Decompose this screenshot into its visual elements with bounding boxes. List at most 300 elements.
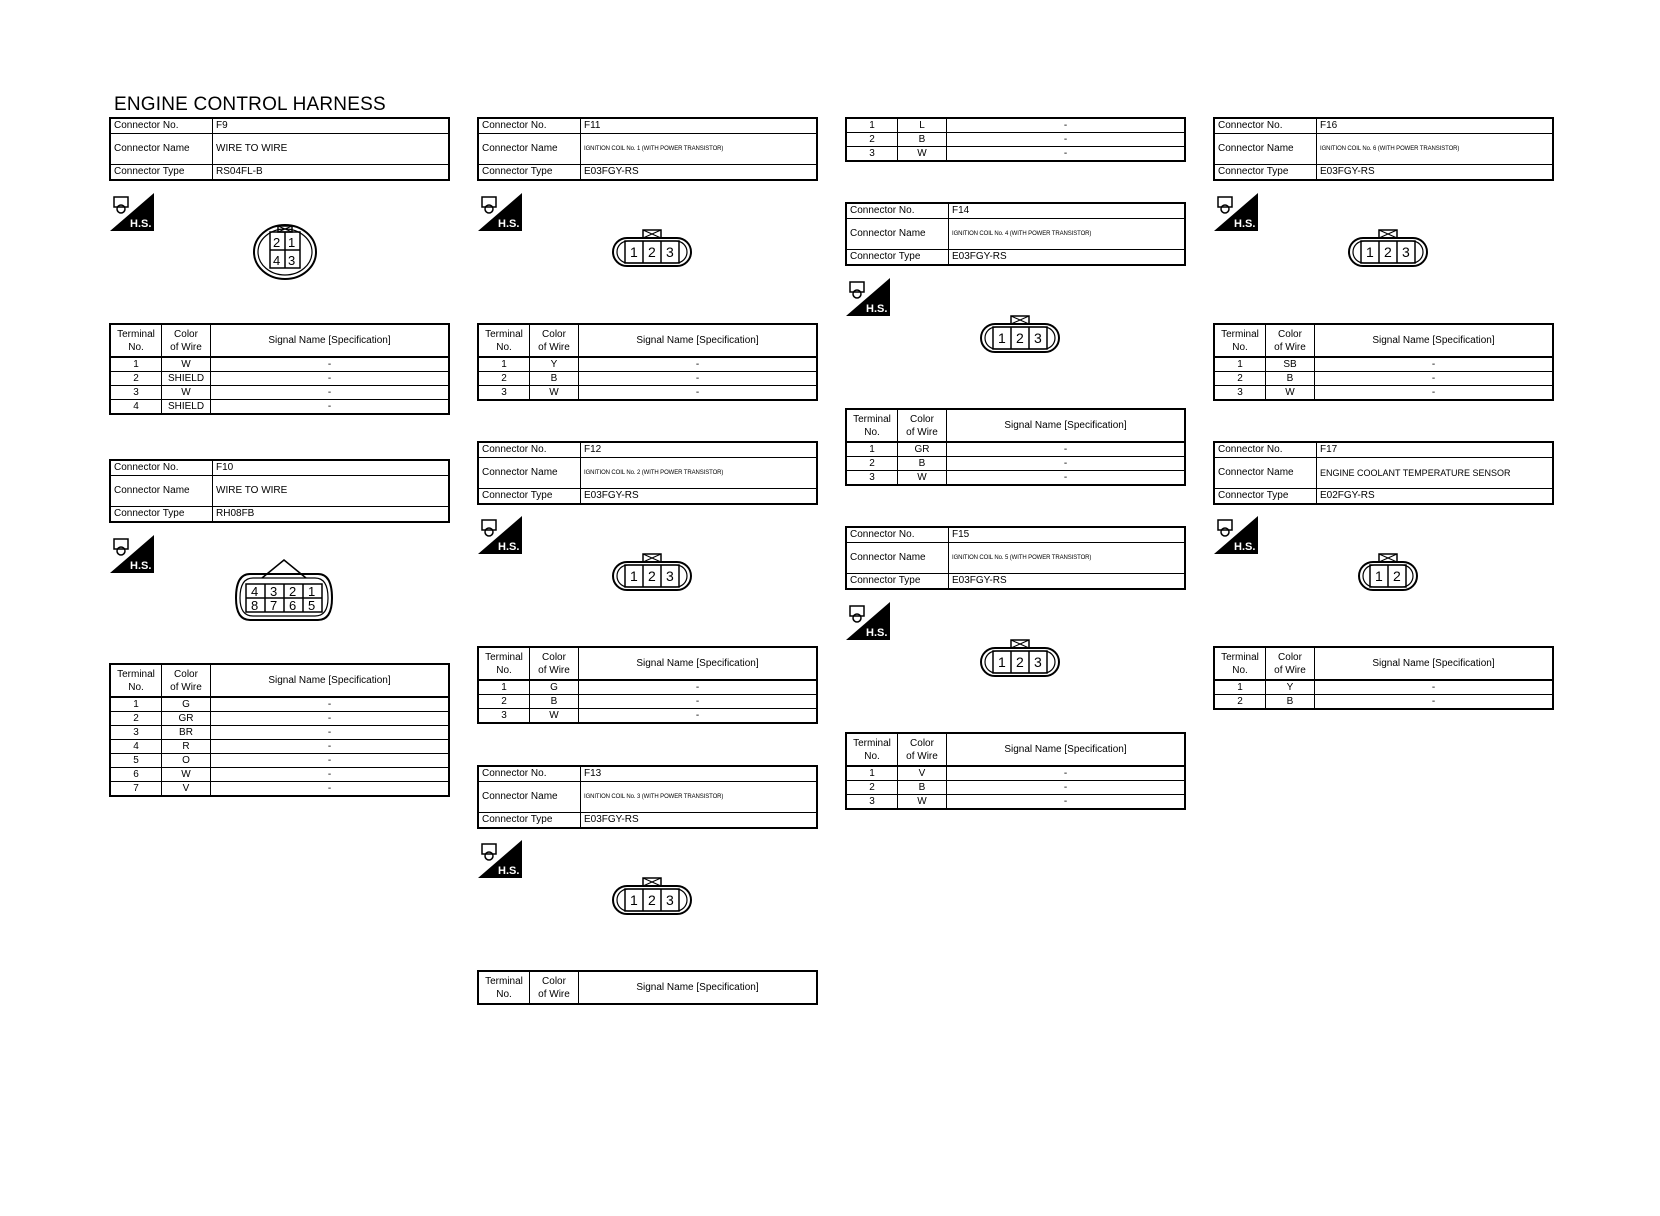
- table-cell: Terminal No.: [1214, 647, 1266, 680]
- svg-text:2: 2: [1016, 330, 1024, 346]
- svg-text:8: 8: [251, 598, 259, 613]
- table-cell: Terminal No.: [478, 647, 530, 680]
- table-cell: -: [947, 118, 1186, 133]
- svg-text:2: 2: [1384, 244, 1392, 260]
- table-cell: -: [947, 795, 1186, 810]
- table-cell: -: [947, 766, 1186, 781]
- table-cell: B: [1266, 695, 1315, 710]
- table-row: [478, 118, 817, 134]
- table-cell: E03FGY-RS: [1317, 165, 1554, 181]
- svg-text:H.S.: H.S.: [498, 541, 520, 553]
- table-cell: -: [211, 712, 450, 726]
- table-cell: Connector Name: [478, 134, 581, 165]
- table-cell: Connector Name: [110, 476, 213, 507]
- table-row: [110, 460, 449, 476]
- table-cell: Connector Type: [110, 507, 213, 523]
- table-cell: Connector No.: [478, 766, 581, 782]
- terminal-table-f14: [845, 408, 1186, 486]
- svg-text:H.S.: H.S.: [498, 218, 520, 230]
- svg-text:2: 2: [648, 892, 656, 908]
- svg-text:2: 2: [648, 244, 656, 260]
- table-row: [478, 709, 817, 724]
- connector-diagram-f17: [1356, 550, 1420, 594]
- table-cell: -: [1315, 372, 1554, 386]
- table-row: [1214, 695, 1553, 710]
- table-cell: Connector No.: [846, 203, 949, 219]
- table-cell: Color of Wire: [898, 409, 947, 442]
- table-row: [846, 147, 1185, 162]
- table-cell: 3: [846, 795, 898, 810]
- table-row: [846, 457, 1185, 471]
- table-row: [478, 489, 817, 505]
- table-cell: GR: [162, 712, 211, 726]
- table-cell: Color of Wire: [530, 647, 579, 680]
- table-cell: V: [898, 766, 947, 781]
- svg-text:H.S.: H.S.: [498, 865, 520, 877]
- table-cell: 1: [1214, 680, 1266, 695]
- table-cell: GR: [898, 442, 947, 457]
- harness-side-icon: [110, 535, 154, 573]
- table-cell: Signal Name [Specification]: [1315, 324, 1554, 357]
- table-cell: -: [211, 357, 450, 372]
- connector-no-label: Connector No.: [110, 118, 213, 134]
- table-row: [1214, 386, 1553, 401]
- table-row: [478, 372, 817, 386]
- table-row: [478, 782, 817, 813]
- table-row: [110, 324, 449, 357]
- table-cell: -: [579, 695, 818, 709]
- svg-text:1: 1: [630, 892, 638, 908]
- connector-info-f16: [1213, 117, 1554, 181]
- connector-diagram-f12: [610, 550, 694, 594]
- table-cell: SB: [1266, 357, 1315, 372]
- table-row: [1214, 489, 1553, 505]
- table-cell: O: [162, 754, 211, 768]
- table-row: [846, 133, 1185, 147]
- harness-side-icon: [110, 193, 154, 231]
- table-cell: E03FGY-RS: [581, 489, 818, 505]
- table-row: [846, 250, 1185, 266]
- svg-text:3: 3: [666, 244, 674, 260]
- table-cell: F15: [949, 527, 1186, 543]
- table-cell: Color of Wire: [898, 733, 947, 766]
- table-cell: F16: [1317, 118, 1554, 134]
- table-cell: 4: [110, 400, 162, 415]
- table-cell: F17: [1317, 442, 1554, 458]
- table-cell: 1: [846, 118, 898, 133]
- table-row: [846, 795, 1185, 810]
- table-cell: Connector No.: [846, 527, 949, 543]
- svg-text:1: 1: [998, 330, 1006, 346]
- table-cell: 1: [846, 442, 898, 457]
- harness-side-icon: [1214, 193, 1258, 231]
- svg-text:2: 2: [1016, 654, 1024, 670]
- connector-diagram-f13: [610, 874, 694, 918]
- table-cell: 1: [110, 697, 162, 712]
- table-row: [110, 507, 449, 523]
- terminal-table-f15: [845, 732, 1186, 810]
- table-row: [110, 400, 449, 415]
- table-cell: 2: [846, 133, 898, 147]
- table-cell: -: [1315, 695, 1554, 710]
- table-row: [110, 768, 449, 782]
- table-cell: Connector Type: [1214, 489, 1317, 505]
- table-row: [1214, 442, 1553, 458]
- table-row: [1214, 458, 1553, 489]
- table-cell: Signal Name [Specification]: [947, 733, 1186, 766]
- connector-info-f13: [477, 765, 818, 829]
- terminal-table-f13: [477, 970, 818, 1005]
- harness-side-icon: [478, 193, 522, 231]
- svg-text:H.S.: H.S.: [1234, 218, 1256, 230]
- table-cell: Color of Wire: [530, 971, 579, 1004]
- table-row: [846, 781, 1185, 795]
- table-cell: Signal Name [Specification]: [211, 664, 450, 697]
- svg-text:3: 3: [1034, 330, 1042, 346]
- connector-info-f10: [109, 459, 450, 523]
- table-cell: E03FGY-RS: [949, 250, 1186, 266]
- table-cell: E03FGY-RS: [949, 574, 1186, 590]
- svg-text:3: 3: [270, 584, 278, 599]
- svg-text:1: 1: [998, 654, 1006, 670]
- svg-text:1: 1: [630, 568, 638, 584]
- table-cell: Connector No.: [1214, 442, 1317, 458]
- svg-text:H.S.: H.S.: [866, 303, 888, 315]
- hs-label: H.S.: [130, 218, 152, 230]
- table-cell: 3: [110, 386, 162, 400]
- table-cell: 7: [110, 782, 162, 797]
- table-cell: Connector No.: [478, 118, 581, 134]
- table-cell: Signal Name [Specification]: [579, 971, 818, 1004]
- table-row: [110, 712, 449, 726]
- connector-name-value: WIRE TO WIRE: [213, 134, 450, 165]
- table-cell: Connector Type: [478, 489, 581, 505]
- table-cell: E03FGY-RS: [581, 813, 818, 829]
- table-cell: Color of Wire: [1266, 647, 1315, 680]
- table-row: [1214, 118, 1553, 134]
- table-cell: W: [898, 795, 947, 810]
- table-cell: -: [947, 471, 1186, 486]
- table-row: [846, 203, 1185, 219]
- table-cell: -: [579, 372, 818, 386]
- table-cell: SHIELD: [162, 400, 211, 415]
- terminal-table-f11: [477, 323, 818, 401]
- table-row: [846, 733, 1185, 766]
- table-cell: Connector No.: [1214, 118, 1317, 134]
- table-row: [478, 165, 817, 181]
- terminal-table-continued: [845, 117, 1186, 162]
- table-cell: -: [211, 782, 450, 797]
- table-cell: -: [579, 357, 818, 372]
- table-cell: F13: [581, 766, 818, 782]
- table-row: [110, 357, 449, 372]
- table-cell: B: [530, 372, 579, 386]
- connector-diagram-f15: [978, 636, 1062, 680]
- table-cell: IGNITION COIL No. 4 (WITH POWER TRANSISTOR): [949, 219, 1186, 250]
- table-cell: -: [211, 768, 450, 782]
- table-cell: W: [162, 768, 211, 782]
- svg-text:3: 3: [1402, 244, 1410, 260]
- connector-info-f12: [477, 441, 818, 505]
- table-cell: 2: [846, 781, 898, 795]
- table-cell: F12: [581, 442, 818, 458]
- terminal-table-f16: [1213, 323, 1554, 401]
- table-cell: Connector No.: [478, 442, 581, 458]
- table-row: [478, 680, 817, 695]
- table-cell: E03FGY-RS: [581, 165, 818, 181]
- table-cell: W: [1266, 386, 1315, 401]
- connector-diagram-f9: [250, 222, 320, 282]
- svg-text:H.S.: H.S.: [130, 560, 152, 572]
- table-cell: Signal Name [Specification]: [579, 647, 818, 680]
- table-cell: F14: [949, 203, 1186, 219]
- connector-diagram-f11: [610, 226, 694, 270]
- table-cell: W: [162, 386, 211, 400]
- table-row: [478, 647, 817, 680]
- terminal-header: Terminal No.: [110, 324, 162, 357]
- table-cell: B: [1266, 372, 1315, 386]
- table-cell: W: [898, 147, 947, 162]
- harness-side-icon: [846, 602, 890, 640]
- table-row: [110, 476, 449, 507]
- table-cell: -: [1315, 680, 1554, 695]
- table-cell: 2: [1214, 695, 1266, 710]
- svg-text:2: 2: [648, 568, 656, 584]
- connector-info-f9: [109, 117, 450, 181]
- svg-text:3: 3: [666, 568, 674, 584]
- table-cell: -: [211, 754, 450, 768]
- table-cell: 2: [1214, 372, 1266, 386]
- harness-side-icon: [846, 278, 890, 316]
- table-cell: Terminal No.: [478, 324, 530, 357]
- table-cell: R: [162, 740, 211, 754]
- table-cell: -: [211, 697, 450, 712]
- table-cell: 3: [110, 726, 162, 740]
- svg-text:3: 3: [1034, 654, 1042, 670]
- harness-side-icon: [478, 840, 522, 878]
- harness-side-icon: [478, 516, 522, 554]
- table-row: [110, 754, 449, 768]
- connector-name-label: Connector Name: [110, 134, 213, 165]
- table-cell: V: [162, 782, 211, 797]
- table-row: [478, 357, 817, 372]
- table-cell: -: [211, 386, 450, 400]
- table-cell: E02FGY-RS: [1317, 489, 1554, 505]
- table-cell: -: [1315, 357, 1554, 372]
- pin-label: 3: [288, 253, 296, 268]
- svg-text:H.S.: H.S.: [1234, 541, 1256, 553]
- table-cell: 3: [1214, 386, 1266, 401]
- table-row: [1214, 134, 1553, 165]
- table-row: [846, 574, 1185, 590]
- table-cell: Connector Name: [846, 543, 949, 574]
- table-cell: Terminal No.: [110, 664, 162, 697]
- table-cell: BR: [162, 726, 211, 740]
- svg-text:6: 6: [289, 598, 297, 613]
- table-row: [110, 165, 449, 181]
- table-row: [478, 134, 817, 165]
- table-cell: Connector Name: [478, 458, 581, 489]
- table-cell: -: [947, 442, 1186, 457]
- terminal-table-f17: [1213, 646, 1554, 710]
- table-cell: -: [947, 133, 1186, 147]
- table-cell: Color of Wire: [1266, 324, 1315, 357]
- table-cell: Connector Type: [846, 574, 949, 590]
- table-cell: -: [211, 400, 450, 415]
- table-cell: 1: [1214, 357, 1266, 372]
- svg-text:3: 3: [666, 892, 674, 908]
- table-cell: Terminal No.: [846, 409, 898, 442]
- table-row: [1214, 647, 1553, 680]
- table-cell: Connector Type: [478, 813, 581, 829]
- table-cell: -: [947, 457, 1186, 471]
- table-row: [110, 118, 449, 134]
- table-cell: -: [579, 680, 818, 695]
- table-row: [1214, 680, 1553, 695]
- table-cell: -: [211, 372, 450, 386]
- table-row: [846, 527, 1185, 543]
- table-cell: Color of Wire: [162, 664, 211, 697]
- table-cell: 2: [478, 372, 530, 386]
- table-row: [1214, 324, 1553, 357]
- table-row: [846, 118, 1185, 133]
- table-cell: 2: [110, 372, 162, 386]
- table-row: [846, 219, 1185, 250]
- table-cell: B: [530, 695, 579, 709]
- connector-diagram-f10: [232, 556, 336, 626]
- table-cell: RH08FB: [213, 507, 450, 523]
- connector-info-f17: [1213, 441, 1554, 505]
- svg-text:2: 2: [1393, 568, 1401, 584]
- table-cell: 2: [846, 457, 898, 471]
- color-header: Color of Wire: [162, 324, 211, 357]
- table-cell: Connector Type: [1214, 165, 1317, 181]
- terminal-table-f9: [109, 323, 450, 415]
- table-cell: Connector Type: [478, 165, 581, 181]
- table-row: [846, 766, 1185, 781]
- table-cell: Terminal No.: [478, 971, 530, 1004]
- table-cell: W: [530, 386, 579, 401]
- svg-text:2: 2: [289, 584, 297, 599]
- table-cell: G: [162, 697, 211, 712]
- table-row: [110, 782, 449, 797]
- table-row: [478, 324, 817, 357]
- table-row: [1214, 357, 1553, 372]
- table-row: [1214, 372, 1553, 386]
- table-cell: 5: [110, 754, 162, 768]
- table-cell: Terminal No.: [846, 733, 898, 766]
- table-cell: 3: [478, 386, 530, 401]
- table-row: [478, 386, 817, 401]
- table-row: [110, 372, 449, 386]
- table-cell: 2: [110, 712, 162, 726]
- svg-text:1: 1: [1366, 244, 1374, 260]
- page-title: ENGINE CONTROL HARNESS: [114, 94, 386, 115]
- table-row: [478, 766, 817, 782]
- table-cell: IGNITION COIL No. 5 (WITH POWER TRANSISTOR): [949, 543, 1186, 574]
- connector-diagram-f16: [1346, 226, 1430, 270]
- table-cell: 1: [478, 357, 530, 372]
- svg-text:7: 7: [270, 598, 278, 613]
- table-cell: B: [898, 781, 947, 795]
- table-cell: Y: [530, 357, 579, 372]
- table-cell: 3: [478, 709, 530, 724]
- table-cell: Signal Name [Specification]: [947, 409, 1186, 442]
- table-row: [1214, 165, 1553, 181]
- table-row: [478, 442, 817, 458]
- table-cell: L: [898, 118, 947, 133]
- table-row: [478, 813, 817, 829]
- table-cell: -: [1315, 386, 1554, 401]
- table-cell: Connector Name: [846, 219, 949, 250]
- table-cell: -: [211, 740, 450, 754]
- table-row: [110, 134, 449, 165]
- table-cell: -: [211, 726, 450, 740]
- table-cell: WIRE TO WIRE: [213, 476, 450, 507]
- table-cell: Connector Name: [1214, 458, 1317, 489]
- table-cell: Color of Wire: [530, 324, 579, 357]
- svg-text:5: 5: [308, 598, 316, 613]
- table-row: [110, 697, 449, 712]
- table-cell: 1: [846, 766, 898, 781]
- table-cell: B: [898, 133, 947, 147]
- table-row: [110, 664, 449, 697]
- table-cell: IGNITION COIL No. 1 (WITH POWER TRANSISTOR): [581, 134, 818, 165]
- table-cell: Signal Name [Specification]: [579, 324, 818, 357]
- table-cell: Terminal No.: [1214, 324, 1266, 357]
- table-cell: 1: [110, 357, 162, 372]
- table-cell: 4: [110, 740, 162, 754]
- table-cell: Connector Name: [1214, 134, 1317, 165]
- pin-label: 4: [273, 253, 281, 268]
- connector-info-f15: [845, 526, 1186, 590]
- table-cell: Connector Type: [846, 250, 949, 266]
- connector-diagram-f14: [978, 312, 1062, 356]
- connector-no-value: F9: [213, 118, 450, 134]
- table-row: [110, 726, 449, 740]
- table-cell: W: [530, 709, 579, 724]
- table-cell: Y: [1266, 680, 1315, 695]
- harness-side-icon: [1214, 516, 1258, 554]
- table-row: [110, 740, 449, 754]
- table-cell: W: [162, 357, 211, 372]
- table-cell: Connector No.: [110, 460, 213, 476]
- table-cell: IGNITION COIL No. 6 (WITH POWER TRANSISTOR): [1317, 134, 1554, 165]
- svg-text:1: 1: [630, 244, 638, 260]
- table-row: [110, 386, 449, 400]
- table-cell: IGNITION COIL No. 3 (WITH POWER TRANSISTOR): [581, 782, 818, 813]
- table-cell: B: [898, 457, 947, 471]
- table-row: [478, 458, 817, 489]
- table-cell: -: [579, 709, 818, 724]
- table-row: [478, 971, 817, 1004]
- table-cell: ENGINE COOLANT TEMPERATURE SENSOR: [1317, 458, 1554, 489]
- table-cell: W: [898, 471, 947, 486]
- connector-type-value: RS04FL-B: [213, 165, 450, 181]
- table-cell: Signal Name [Specification]: [1315, 647, 1554, 680]
- svg-text:1: 1: [308, 584, 316, 599]
- table-row: [846, 442, 1185, 457]
- pin-label: 1: [288, 235, 296, 250]
- connector-info-f14: [845, 202, 1186, 266]
- connector-type-label: Connector Type: [110, 165, 213, 181]
- table-cell: SHIELD: [162, 372, 211, 386]
- connector-info-f11: [477, 117, 818, 181]
- table-cell: 6: [110, 768, 162, 782]
- table-cell: -: [579, 386, 818, 401]
- svg-text:4: 4: [251, 584, 259, 599]
- table-cell: IGNITION COIL No. 2 (WITH POWER TRANSISTOR): [581, 458, 818, 489]
